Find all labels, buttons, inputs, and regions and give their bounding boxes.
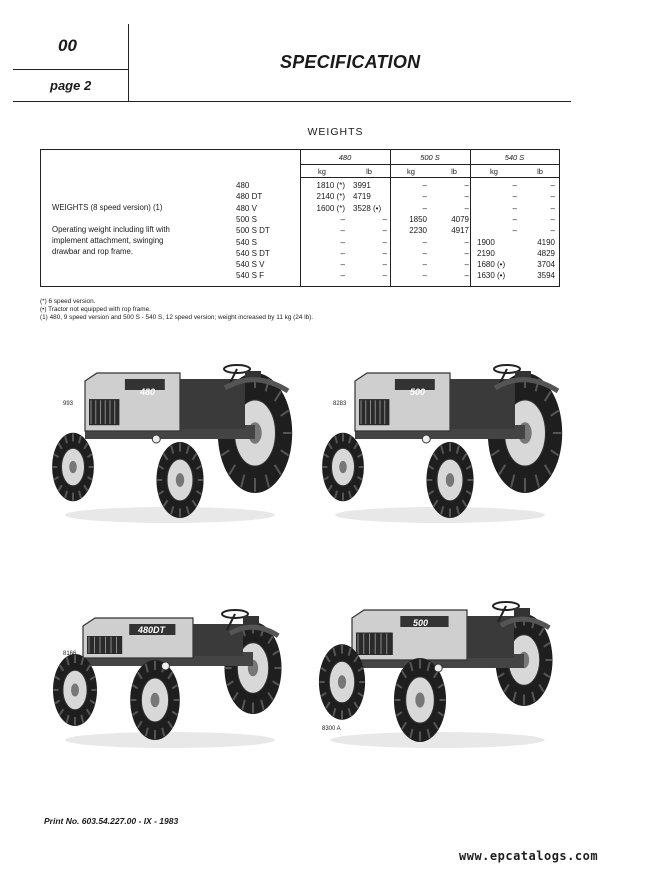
table-cell: – [550, 192, 555, 202]
wheel-hub [176, 473, 184, 487]
table-cell: – [382, 237, 387, 247]
table-cell: – [464, 260, 469, 270]
wheel-hub [338, 675, 346, 689]
seat [514, 608, 530, 618]
model-name: 540 S DT [236, 248, 270, 258]
footnote: (•) Tractor not equipped with rop frame. [40, 306, 151, 313]
wheel-hub [71, 684, 79, 697]
table-cell: 1680 (•) [477, 260, 506, 270]
model-name: 480 DT [236, 192, 263, 202]
table-cell: 1900 [477, 237, 495, 247]
table-cell: – [464, 248, 469, 258]
table-cell: – [550, 181, 555, 190]
header-rule [13, 101, 571, 102]
figure-code: 8283 [333, 401, 347, 407]
table-cell: 2230 [409, 226, 427, 236]
grille [356, 633, 393, 656]
unit-header: lb [537, 167, 543, 176]
table-cell: 4190 [537, 237, 555, 247]
watermark: www.epcatalogs.com [459, 849, 599, 863]
table-cell: – [422, 260, 427, 270]
model-name: 500 S [236, 214, 257, 224]
model-name: 540 S F [236, 271, 265, 281]
model-badge-label: 500 [410, 387, 426, 397]
table-cell: 4719 [353, 192, 371, 202]
unit-header: kg [490, 167, 498, 176]
table-cell: – [464, 192, 469, 202]
headlight [152, 435, 160, 443]
seat [243, 616, 259, 626]
table-cell: – [550, 226, 555, 236]
table-cell: – [464, 181, 469, 190]
table-cell: – [464, 237, 469, 247]
table-cell: – [422, 248, 427, 258]
unit-header: kg [318, 167, 326, 176]
table-cell: – [512, 181, 517, 190]
table-cell: – [340, 260, 345, 270]
tractor-480dt-icon [45, 600, 295, 750]
wheel-hub [415, 692, 424, 707]
unit-header: lb [366, 167, 372, 176]
table-cell: – [512, 203, 517, 213]
header-vertical-rule [128, 24, 129, 101]
table-cell: – [422, 237, 427, 247]
tractor-500s-icon [315, 355, 565, 525]
tractor-480-icon [45, 355, 295, 525]
table-cell: 3594 [537, 271, 555, 281]
weights-description-line: Operating weight including lift with [52, 225, 170, 234]
page-title: SPECIFICATION [280, 52, 421, 72]
weights-table [40, 149, 560, 287]
section-number: 00 [58, 36, 77, 55]
model-name: 500 S DT [236, 226, 270, 236]
table-cell: – [512, 226, 517, 236]
model-name: 540 S [236, 237, 257, 247]
table-cell: – [382, 214, 387, 224]
table-cell: 1850 [409, 214, 427, 224]
table-cell: – [382, 271, 387, 281]
figure-code: 8166 [63, 651, 77, 657]
model-name: 480 V [236, 203, 257, 213]
table-cell: – [550, 214, 555, 224]
footnote: (*) 6 speed version. [40, 298, 96, 305]
weights-description-line: implement attachment, swinging [52, 236, 164, 245]
weights-description-line: drawbar and rop frame. [52, 247, 134, 256]
table-cell: – [340, 226, 345, 236]
table-cell: – [340, 237, 345, 247]
ground-shadow [65, 732, 275, 748]
headlight [434, 664, 442, 672]
table-cell: 2140 (*) [316, 192, 345, 202]
group-header-480: 480 [338, 153, 352, 162]
unit-header: kg [407, 167, 415, 176]
table-cell: 1810 (*) [316, 181, 345, 190]
table-cell: 4079 [451, 214, 469, 224]
table-cell: 3528 (•) [353, 203, 382, 213]
table-cell: – [512, 192, 517, 202]
table-cell: – [340, 214, 345, 224]
figure-code: 993 [63, 401, 74, 407]
model-name: 540 S V [236, 260, 265, 270]
table-cell: – [382, 226, 387, 236]
group-header-500s: 500 S [420, 153, 440, 162]
table-cell: – [422, 271, 427, 281]
table-cell: – [340, 248, 345, 258]
table-cell: – [382, 248, 387, 258]
table-cell: – [464, 271, 469, 281]
table-cell: – [422, 181, 427, 190]
table-cell: – [422, 192, 427, 202]
header-divider [13, 69, 128, 70]
table-cell: – [340, 271, 345, 281]
model-badge-label: 480 [140, 387, 156, 397]
engine-block [180, 379, 245, 429]
tractor-500s-dt-icon [310, 590, 565, 750]
model-badge-label: 480DT [138, 625, 166, 635]
table-cell: – [512, 214, 517, 224]
model-name: 480 [236, 181, 250, 190]
model-badge-label: 500 [413, 618, 429, 628]
weights-title: WEIGHTS [307, 126, 364, 138]
table-cell: 1600 (*) [316, 203, 345, 213]
table-cell: 3704 [537, 260, 555, 270]
unit-header: lb [451, 167, 457, 176]
table-cell: 4829 [537, 248, 555, 258]
wheel-hub [446, 473, 454, 487]
table-cell: – [422, 203, 427, 213]
table-cell: 1630 (•) [477, 271, 506, 281]
table-cell: 2190 [477, 248, 495, 258]
figure-code: 8300 A [322, 726, 341, 732]
engine-block [450, 379, 515, 429]
table-cell: – [550, 203, 555, 213]
headlight [422, 435, 430, 443]
ground-shadow [330, 732, 544, 748]
page-label: page 2 [50, 78, 92, 93]
wheel-hub [69, 461, 77, 473]
table-cell: – [382, 260, 387, 270]
group-header-540s: 540 S [504, 153, 525, 162]
print-number: Print No. 603.54.227.00 - IX - 1983 [44, 816, 179, 826]
headlight [162, 662, 170, 670]
weights-label: WEIGHTS (8 speed version) (1) [52, 203, 163, 212]
wheel-hub [339, 461, 347, 473]
table-cell: – [464, 203, 469, 213]
table-cell: 4917 [451, 226, 469, 236]
table-cell: 3991 [353, 181, 371, 190]
footnote: (1) 480, 9 speed version and 500 S - 540 S, 12 speed version; weight increased by 11 kg (24 lb). [40, 314, 314, 321]
wheel-hub [151, 693, 160, 707]
